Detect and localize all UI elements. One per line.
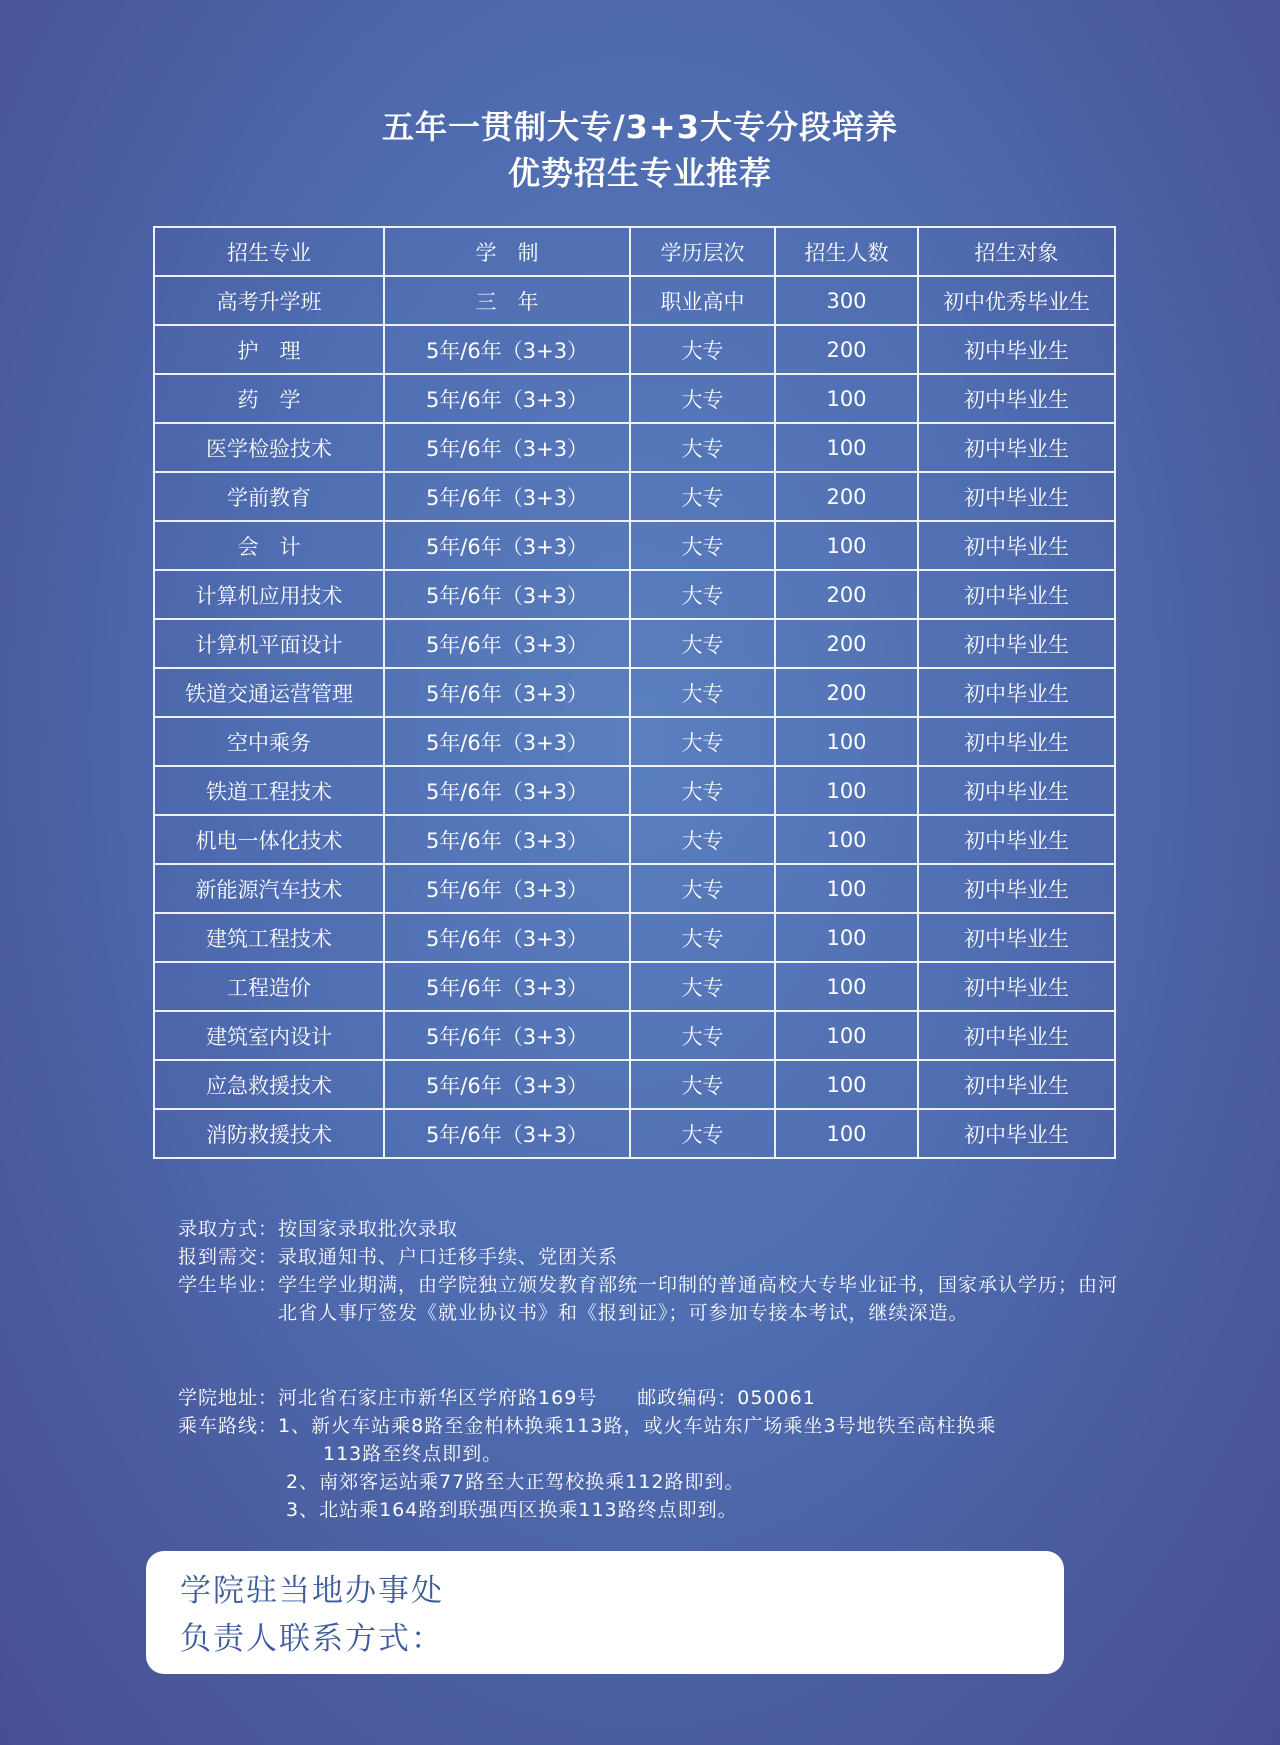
table-body — [154, 276, 1115, 1158]
header-cell: 学历层次 — [630, 227, 775, 276]
table-cell: 100 — [775, 864, 918, 913]
table-cell: 医学检验技术 — [154, 423, 384, 472]
table-cell: 200 — [775, 668, 918, 717]
table-cell: 100 — [775, 913, 918, 962]
note-label: 乘车路线： — [178, 1415, 279, 1437]
table-cell: 初中优秀毕业生 — [918, 276, 1115, 325]
header-cell: 招生人数 — [775, 227, 918, 276]
table-cell: 职业高中 — [630, 276, 775, 325]
table-cell: 计算机应用技术 — [154, 570, 384, 619]
school-address — [178, 1384, 1138, 1412]
table-cell: 5年/6年（3+3） — [384, 1109, 630, 1158]
table-cell: 初中毕业生 — [918, 766, 1115, 815]
contact-box — [146, 1551, 1064, 1674]
table-cell: 5年/6年（3+3） — [384, 619, 630, 668]
table-cell: 会 计 — [154, 521, 384, 570]
table-cell: 5年/6年（3+3） — [384, 864, 630, 913]
table-cell: 应急救援技术 — [154, 1060, 384, 1109]
table-cell: 5年/6年（3+3） — [384, 570, 630, 619]
table-cell: 大专 — [630, 1060, 775, 1109]
bus-route-1 — [178, 1412, 1138, 1440]
table-cell: 初中毕业生 — [918, 717, 1115, 766]
table-cell: 初中毕业生 — [918, 962, 1115, 1011]
office-label: 学院驻当地办事处 — [180, 1573, 444, 1609]
table-cell: 200 — [775, 472, 918, 521]
table-cell: 5年/6年（3+3） — [384, 815, 630, 864]
table-cell: 100 — [775, 962, 918, 1011]
address-and-routes — [178, 1384, 1138, 1524]
table-cell: 初中毕业生 — [918, 1109, 1115, 1158]
table-cell: 初中毕业生 — [918, 1060, 1115, 1109]
note-text: 学生学业期满，由学院独立颁发教育部统一印制的普通高校大专毕业证书，国家承认学历；由河北省人事厅签发《就业协议书》和《报到证》；可参加专接本考试，继续深造。 — [278, 1274, 1119, 1324]
table-cell: 初中毕业生 — [918, 423, 1115, 472]
table-row — [154, 668, 1115, 717]
table-cell: 建筑工程技术 — [154, 913, 384, 962]
table-cell: 机电一体化技术 — [154, 815, 384, 864]
graduation-info — [178, 1271, 1138, 1327]
table-cell: 100 — [775, 1011, 918, 1060]
table-cell: 200 — [775, 570, 918, 619]
table-cell: 大专 — [630, 374, 775, 423]
contact-label: 负责人联系方式： — [180, 1621, 444, 1657]
registration-requirements — [178, 1243, 1138, 1271]
table-cell: 5年/6年（3+3） — [384, 325, 630, 374]
table-row — [154, 1011, 1115, 1060]
note-text: 按国家录取批次录取 — [278, 1218, 459, 1240]
table-cell: 大专 — [630, 717, 775, 766]
note-label: 学院地址： — [178, 1387, 279, 1409]
table-cell: 计算机平面设计 — [154, 619, 384, 668]
table-row — [154, 913, 1115, 962]
table-cell: 300 — [775, 276, 918, 325]
table-cell: 初中毕业生 — [918, 815, 1115, 864]
table-cell: 200 — [775, 325, 918, 374]
table-cell: 5年/6年（3+3） — [384, 913, 630, 962]
table-cell: 药 学 — [154, 374, 384, 423]
table-cell: 5年/6年（3+3） — [384, 374, 630, 423]
table-cell: 初中毕业生 — [918, 570, 1115, 619]
header-cell: 学 制 — [384, 227, 630, 276]
table-cell: 初中毕业生 — [918, 472, 1115, 521]
bus-route-1-continued: 113路至终点即到。 — [323, 1443, 503, 1465]
bus-route-2: 2、南郊客运站乘77路至大正驾校换乘112路即到。 — [286, 1471, 745, 1493]
table-cell: 大专 — [630, 521, 775, 570]
table-cell: 大专 — [630, 619, 775, 668]
table-cell: 100 — [775, 423, 918, 472]
table-row — [154, 766, 1115, 815]
table-cell: 5年/6年（3+3） — [384, 1011, 630, 1060]
table-cell: 初中毕业生 — [918, 864, 1115, 913]
admission-method — [178, 1215, 1138, 1243]
table-cell: 初中毕业生 — [918, 374, 1115, 423]
table-cell: 铁道交通运营管理 — [154, 668, 384, 717]
table-cell: 5年/6年（3+3） — [384, 1060, 630, 1109]
table-row — [154, 472, 1115, 521]
table-cell: 大专 — [630, 423, 775, 472]
table-cell: 学前教育 — [154, 472, 384, 521]
table-row — [154, 276, 1115, 325]
table-cell: 200 — [775, 619, 918, 668]
table-cell: 大专 — [630, 962, 775, 1011]
table-cell: 初中毕业生 — [918, 325, 1115, 374]
note-label: 录取方式： — [178, 1218, 279, 1240]
header-cell: 招生对象 — [918, 227, 1115, 276]
table-cell: 5年/6年（3+3） — [384, 717, 630, 766]
table-cell: 5年/6年（3+3） — [384, 521, 630, 570]
table-cell: 大专 — [630, 815, 775, 864]
note-label: 学生毕业： — [178, 1274, 279, 1296]
table-cell: 大专 — [630, 913, 775, 962]
table-row — [154, 864, 1115, 913]
table-cell: 护 理 — [154, 325, 384, 374]
table-cell: 5年/6年（3+3） — [384, 668, 630, 717]
table-row — [154, 962, 1115, 1011]
table-cell: 铁道工程技术 — [154, 766, 384, 815]
table-cell: 大专 — [630, 1109, 775, 1158]
header-cell: 招生专业 — [154, 227, 384, 276]
table-cell: 空中乘务 — [154, 717, 384, 766]
table-cell: 100 — [775, 766, 918, 815]
table-cell: 5年/6年（3+3） — [384, 472, 630, 521]
route-text: 1、新火车站乘8路至金柏林换乘113路，或火车站东广场乘坐3号地铁至高柱换乘 — [278, 1415, 997, 1437]
table-cell: 初中毕业生 — [918, 668, 1115, 717]
table-cell: 大专 — [630, 1011, 775, 1060]
table-cell: 大专 — [630, 668, 775, 717]
admission-notes — [178, 1215, 1138, 1327]
table-cell: 5年/6年（3+3） — [384, 423, 630, 472]
table-cell: 新能源汽车技术 — [154, 864, 384, 913]
table-cell: 初中毕业生 — [918, 619, 1115, 668]
table-cell: 100 — [775, 1060, 918, 1109]
table-cell: 大专 — [630, 325, 775, 374]
table-row — [154, 717, 1115, 766]
page-title: 五年一贯制大专/3+3大专分段培养 — [381, 108, 899, 146]
table-header-row — [154, 227, 1115, 276]
table-cell: 建筑室内设计 — [154, 1011, 384, 1060]
table-cell: 大专 — [630, 570, 775, 619]
table-row — [154, 1109, 1115, 1158]
page-subtitle: 优势招生专业推荐 — [507, 154, 772, 192]
table-row — [154, 325, 1115, 374]
table-cell: 100 — [775, 374, 918, 423]
table-cell: 初中毕业生 — [918, 1011, 1115, 1060]
table-row — [154, 1060, 1115, 1109]
table-row — [154, 570, 1115, 619]
table-cell: 100 — [775, 717, 918, 766]
table-cell: 大专 — [630, 766, 775, 815]
table-cell: 100 — [775, 815, 918, 864]
note-text: 录取通知书、户口迁移手续、党团关系 — [278, 1246, 619, 1268]
table-cell: 100 — [775, 521, 918, 570]
table-row — [154, 521, 1115, 570]
table-cell: 初中毕业生 — [918, 913, 1115, 962]
majors-table — [153, 226, 1116, 1159]
table-cell: 5年/6年（3+3） — [384, 962, 630, 1011]
table-cell: 工程造价 — [154, 962, 384, 1011]
table-cell: 初中毕业生 — [918, 521, 1115, 570]
table-cell: 大专 — [630, 472, 775, 521]
table-row — [154, 423, 1115, 472]
table-cell: 消防救援技术 — [154, 1109, 384, 1158]
bus-route-3: 3、北站乘164路到联强西区换乘113路终点即到。 — [286, 1499, 738, 1521]
table-cell: 大专 — [630, 864, 775, 913]
table-row — [154, 619, 1115, 668]
table-cell: 高考升学班 — [154, 276, 384, 325]
table-cell: 100 — [775, 1109, 918, 1158]
table-cell: 三 年 — [384, 276, 630, 325]
table-cell: 5年/6年（3+3） — [384, 766, 630, 815]
table-row — [154, 374, 1115, 423]
note-label: 报到需交： — [178, 1246, 279, 1268]
table-row — [154, 815, 1115, 864]
address-text: 河北省石家庄市新华区学府路169号 邮政编码：050061 — [278, 1387, 816, 1409]
